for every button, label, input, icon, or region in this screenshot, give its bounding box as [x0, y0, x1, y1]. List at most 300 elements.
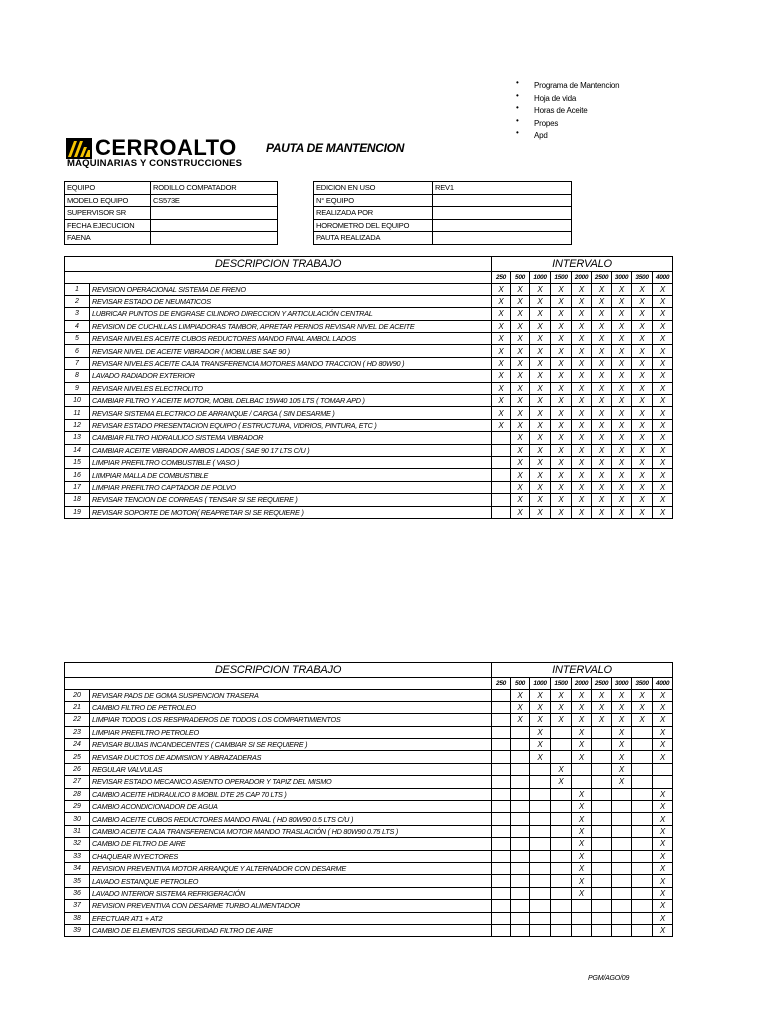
info-value[interactable]: RODILLO COMPATADOR	[151, 182, 278, 195]
interval-mark[interactable]	[530, 912, 551, 924]
interval-mark[interactable]: X	[632, 714, 653, 726]
interval-mark[interactable]: X	[592, 295, 612, 307]
info-value[interactable]	[433, 194, 572, 207]
interval-mark[interactable]: X	[653, 283, 673, 295]
interval-mark[interactable]	[551, 875, 572, 887]
interval-mark[interactable]	[492, 763, 511, 775]
interval-mark[interactable]	[530, 838, 551, 850]
interval-mark[interactable]	[572, 924, 592, 936]
interval-mark[interactable]	[530, 813, 551, 825]
interval-mark[interactable]: X	[612, 714, 632, 726]
interval-mark[interactable]: X	[511, 333, 530, 345]
interval-mark[interactable]: X	[632, 357, 653, 369]
interval-mark[interactable]	[511, 900, 530, 912]
interval-mark[interactable]: X	[572, 838, 592, 850]
interval-mark[interactable]: X	[653, 295, 673, 307]
interval-mark[interactable]: X	[572, 283, 592, 295]
interval-mark[interactable]: X	[530, 481, 551, 493]
interval-mark[interactable]	[511, 862, 530, 874]
interval-mark[interactable]: X	[612, 395, 632, 407]
interval-mark[interactable]	[632, 801, 653, 813]
interval-mark[interactable]	[511, 924, 530, 936]
interval-mark[interactable]: X	[612, 469, 632, 481]
info-value[interactable]	[433, 207, 572, 220]
interval-mark[interactable]: X	[592, 432, 612, 444]
interval-mark[interactable]: X	[612, 357, 632, 369]
interval-mark[interactable]: X	[653, 407, 673, 419]
interval-mark[interactable]	[612, 838, 632, 850]
interval-mark[interactable]: X	[511, 283, 530, 295]
interval-mark[interactable]: X	[592, 469, 612, 481]
interval-mark[interactable]: X	[572, 481, 592, 493]
interval-mark[interactable]: X	[653, 481, 673, 493]
interval-mark[interactable]: X	[530, 456, 551, 468]
interval-mark[interactable]	[592, 763, 612, 775]
interval-mark[interactable]	[592, 912, 612, 924]
interval-mark[interactable]: X	[572, 801, 592, 813]
interval-mark[interactable]: X	[511, 295, 530, 307]
interval-mark[interactable]: X	[612, 295, 632, 307]
interval-mark[interactable]	[632, 887, 653, 899]
interval-mark[interactable]: X	[530, 382, 551, 394]
interval-mark[interactable]: X	[592, 357, 612, 369]
interval-mark[interactable]: X	[592, 444, 612, 456]
interval-mark[interactable]: X	[492, 370, 511, 382]
info-value[interactable]	[151, 219, 278, 232]
interval-mark[interactable]	[612, 912, 632, 924]
interval-mark[interactable]: X	[530, 357, 551, 369]
interval-mark[interactable]: X	[653, 813, 673, 825]
interval-mark[interactable]: X	[492, 333, 511, 345]
interval-mark[interactable]: X	[653, 506, 673, 518]
interval-mark[interactable]	[592, 813, 612, 825]
interval-mark[interactable]: X	[653, 357, 673, 369]
interval-mark[interactable]: X	[632, 481, 653, 493]
interval-mark[interactable]: X	[530, 295, 551, 307]
interval-mark[interactable]: X	[612, 739, 632, 751]
interval-mark[interactable]: X	[612, 407, 632, 419]
interval-mark[interactable]: X	[572, 308, 592, 320]
interval-mark[interactable]: X	[653, 850, 673, 862]
interval-mark[interactable]	[551, 788, 572, 800]
interval-mark[interactable]: X	[572, 739, 592, 751]
interval-mark[interactable]: X	[632, 320, 653, 332]
interval-mark[interactable]: X	[551, 469, 572, 481]
interval-mark[interactable]: X	[653, 900, 673, 912]
interval-mark[interactable]: X	[612, 701, 632, 713]
interval-mark[interactable]: X	[572, 370, 592, 382]
interval-mark[interactable]: X	[632, 444, 653, 456]
interval-mark[interactable]	[492, 506, 511, 518]
interval-mark[interactable]: X	[653, 320, 673, 332]
interval-mark[interactable]: X	[632, 689, 653, 701]
interval-mark[interactable]	[530, 924, 551, 936]
interval-mark[interactable]	[551, 838, 572, 850]
interval-mark[interactable]: X	[632, 469, 653, 481]
interval-mark[interactable]	[492, 813, 511, 825]
interval-mark[interactable]: X	[530, 419, 551, 431]
interval-mark[interactable]	[632, 763, 653, 775]
interval-mark[interactable]: X	[612, 333, 632, 345]
interval-mark[interactable]	[572, 776, 592, 788]
interval-mark[interactable]: X	[653, 345, 673, 357]
interval-mark[interactable]: X	[530, 283, 551, 295]
interval-mark[interactable]: X	[551, 345, 572, 357]
interval-mark[interactable]: X	[530, 751, 551, 763]
interval-mark[interactable]: X	[592, 308, 612, 320]
interval-mark[interactable]	[592, 739, 612, 751]
interval-mark[interactable]: X	[572, 419, 592, 431]
interval-mark[interactable]: X	[592, 407, 612, 419]
interval-mark[interactable]: X	[632, 295, 653, 307]
interval-mark[interactable]: X	[492, 382, 511, 394]
interval-mark[interactable]: X	[492, 320, 511, 332]
interval-mark[interactable]	[632, 924, 653, 936]
interval-mark[interactable]	[612, 825, 632, 837]
interval-mark[interactable]	[530, 788, 551, 800]
interval-mark[interactable]: X	[612, 382, 632, 394]
interval-mark[interactable]	[551, 850, 572, 862]
interval-mark[interactable]: X	[551, 382, 572, 394]
interval-mark[interactable]	[551, 862, 572, 874]
interval-mark[interactable]: X	[511, 432, 530, 444]
interval-mark[interactable]: X	[653, 419, 673, 431]
interval-mark[interactable]	[592, 900, 612, 912]
info-value[interactable]	[151, 207, 278, 220]
interval-mark[interactable]	[511, 887, 530, 899]
interval-mark[interactable]: X	[551, 432, 572, 444]
info-value[interactable]	[433, 232, 572, 245]
interval-mark[interactable]	[530, 850, 551, 862]
interval-mark[interactable]	[551, 912, 572, 924]
interval-mark[interactable]: X	[551, 357, 572, 369]
interval-mark[interactable]	[653, 776, 673, 788]
interval-mark[interactable]: X	[653, 689, 673, 701]
interval-mark[interactable]: X	[653, 912, 673, 924]
info-value[interactable]	[151, 232, 278, 245]
interval-mark[interactable]	[592, 862, 612, 874]
interval-mark[interactable]	[492, 850, 511, 862]
interval-mark[interactable]: X	[592, 689, 612, 701]
interval-mark[interactable]	[530, 801, 551, 813]
interval-mark[interactable]: X	[572, 494, 592, 506]
interval-mark[interactable]	[511, 726, 530, 738]
interval-mark[interactable]: X	[572, 345, 592, 357]
interval-mark[interactable]: X	[551, 395, 572, 407]
interval-mark[interactable]	[551, 739, 572, 751]
interval-mark[interactable]	[592, 825, 612, 837]
interval-mark[interactable]: X	[572, 875, 592, 887]
interval-mark[interactable]: X	[551, 701, 572, 713]
interval-mark[interactable]: X	[653, 308, 673, 320]
interval-mark[interactable]: X	[572, 726, 592, 738]
interval-mark[interactable]: X	[653, 788, 673, 800]
interval-mark[interactable]	[511, 875, 530, 887]
interval-mark[interactable]: X	[572, 432, 592, 444]
interval-mark[interactable]: X	[612, 432, 632, 444]
interval-mark[interactable]: X	[530, 506, 551, 518]
interval-mark[interactable]	[592, 875, 612, 887]
interval-mark[interactable]: X	[551, 444, 572, 456]
interval-mark[interactable]: X	[612, 345, 632, 357]
interval-mark[interactable]	[511, 813, 530, 825]
interval-mark[interactable]: X	[530, 370, 551, 382]
interval-mark[interactable]	[612, 813, 632, 825]
interval-mark[interactable]: X	[511, 469, 530, 481]
interval-mark[interactable]	[492, 714, 511, 726]
interval-mark[interactable]	[511, 776, 530, 788]
interval-mark[interactable]: X	[511, 481, 530, 493]
interval-mark[interactable]: X	[530, 345, 551, 357]
interval-mark[interactable]	[492, 862, 511, 874]
interval-mark[interactable]: X	[653, 739, 673, 751]
interval-mark[interactable]: X	[511, 357, 530, 369]
interval-mark[interactable]: X	[492, 419, 511, 431]
interval-mark[interactable]	[592, 776, 612, 788]
interval-mark[interactable]: X	[632, 701, 653, 713]
interval-mark[interactable]: X	[592, 419, 612, 431]
interval-mark[interactable]	[492, 825, 511, 837]
interval-mark[interactable]: X	[632, 308, 653, 320]
interval-mark[interactable]	[612, 801, 632, 813]
interval-mark[interactable]: X	[653, 825, 673, 837]
interval-mark[interactable]	[492, 875, 511, 887]
interval-mark[interactable]: X	[530, 333, 551, 345]
interval-mark[interactable]	[632, 900, 653, 912]
interval-mark[interactable]	[592, 751, 612, 763]
interval-mark[interactable]	[612, 924, 632, 936]
interval-mark[interactable]	[551, 801, 572, 813]
interval-mark[interactable]: X	[653, 862, 673, 874]
interval-mark[interactable]: X	[572, 714, 592, 726]
interval-mark[interactable]: X	[612, 320, 632, 332]
interval-mark[interactable]: X	[572, 862, 592, 874]
interval-mark[interactable]: X	[492, 283, 511, 295]
interval-mark[interactable]	[572, 900, 592, 912]
interval-mark[interactable]: X	[572, 887, 592, 899]
interval-mark[interactable]: X	[551, 506, 572, 518]
interval-mark[interactable]: X	[653, 887, 673, 899]
interval-mark[interactable]	[592, 887, 612, 899]
interval-mark[interactable]: X	[632, 382, 653, 394]
interval-mark[interactable]: X	[511, 320, 530, 332]
interval-mark[interactable]: X	[551, 689, 572, 701]
interval-mark[interactable]	[530, 900, 551, 912]
interval-mark[interactable]: X	[653, 333, 673, 345]
interval-mark[interactable]: X	[592, 494, 612, 506]
interval-mark[interactable]	[492, 801, 511, 813]
interval-mark[interactable]	[511, 850, 530, 862]
interval-mark[interactable]	[530, 862, 551, 874]
interval-mark[interactable]	[530, 776, 551, 788]
interval-mark[interactable]: X	[612, 419, 632, 431]
interval-mark[interactable]: X	[612, 481, 632, 493]
interval-mark[interactable]: X	[653, 701, 673, 713]
info-value[interactable]	[433, 219, 572, 232]
interval-mark[interactable]	[632, 825, 653, 837]
interval-mark[interactable]: X	[551, 320, 572, 332]
interval-mark[interactable]	[511, 788, 530, 800]
interval-mark[interactable]: X	[530, 432, 551, 444]
interval-mark[interactable]	[592, 850, 612, 862]
interval-mark[interactable]: X	[572, 444, 592, 456]
interval-mark[interactable]	[492, 494, 511, 506]
interval-mark[interactable]	[592, 924, 612, 936]
interval-mark[interactable]: X	[551, 714, 572, 726]
interval-mark[interactable]	[492, 689, 511, 701]
interval-mark[interactable]: X	[612, 763, 632, 775]
interval-mark[interactable]: X	[653, 751, 673, 763]
interval-mark[interactable]	[632, 788, 653, 800]
interval-mark[interactable]: X	[530, 494, 551, 506]
interval-mark[interactable]: X	[572, 295, 592, 307]
interval-mark[interactable]: X	[511, 308, 530, 320]
interval-mark[interactable]: X	[530, 739, 551, 751]
interval-mark[interactable]	[572, 763, 592, 775]
interval-mark[interactable]: X	[511, 382, 530, 394]
interval-mark[interactable]: X	[572, 456, 592, 468]
interval-mark[interactable]: X	[551, 776, 572, 788]
interval-mark[interactable]: X	[530, 726, 551, 738]
interval-mark[interactable]	[551, 751, 572, 763]
interval-mark[interactable]: X	[592, 370, 612, 382]
interval-mark[interactable]	[612, 850, 632, 862]
interval-mark[interactable]: X	[653, 370, 673, 382]
interval-mark[interactable]	[592, 801, 612, 813]
interval-mark[interactable]: X	[572, 850, 592, 862]
interval-mark[interactable]: X	[612, 456, 632, 468]
interval-mark[interactable]	[551, 726, 572, 738]
interval-mark[interactable]	[530, 763, 551, 775]
interval-mark[interactable]: X	[592, 345, 612, 357]
interval-mark[interactable]: X	[572, 357, 592, 369]
interval-mark[interactable]: X	[653, 875, 673, 887]
info-value[interactable]: REV1	[433, 182, 572, 195]
interval-mark[interactable]: X	[530, 469, 551, 481]
interval-mark[interactable]	[551, 900, 572, 912]
interval-mark[interactable]	[592, 726, 612, 738]
interval-mark[interactable]: X	[572, 701, 592, 713]
interval-mark[interactable]: X	[612, 494, 632, 506]
interval-mark[interactable]	[511, 838, 530, 850]
interval-mark[interactable]: X	[551, 407, 572, 419]
interval-mark[interactable]	[551, 887, 572, 899]
interval-mark[interactable]: X	[551, 283, 572, 295]
interval-mark[interactable]	[612, 788, 632, 800]
interval-mark[interactable]	[612, 875, 632, 887]
interval-mark[interactable]	[492, 887, 511, 899]
interval-mark[interactable]	[492, 788, 511, 800]
interval-mark[interactable]	[653, 763, 673, 775]
interval-mark[interactable]: X	[592, 456, 612, 468]
interval-mark[interactable]	[492, 726, 511, 738]
interval-mark[interactable]: X	[612, 444, 632, 456]
interval-mark[interactable]: X	[492, 357, 511, 369]
interval-mark[interactable]: X	[511, 370, 530, 382]
interval-mark[interactable]	[632, 813, 653, 825]
interval-mark[interactable]: X	[653, 714, 673, 726]
interval-mark[interactable]: X	[530, 689, 551, 701]
interval-mark[interactable]: X	[572, 407, 592, 419]
interval-mark[interactable]: X	[612, 689, 632, 701]
interval-mark[interactable]: X	[530, 308, 551, 320]
interval-mark[interactable]: X	[551, 763, 572, 775]
interval-mark[interactable]: X	[572, 825, 592, 837]
interval-mark[interactable]: X	[492, 395, 511, 407]
interval-mark[interactable]	[492, 751, 511, 763]
interval-mark[interactable]: X	[653, 726, 673, 738]
interval-mark[interactable]: X	[530, 444, 551, 456]
interval-mark[interactable]	[492, 444, 511, 456]
interval-mark[interactable]	[612, 862, 632, 874]
interval-mark[interactable]: X	[551, 419, 572, 431]
interval-mark[interactable]: X	[592, 320, 612, 332]
interval-mark[interactable]: X	[632, 506, 653, 518]
interval-mark[interactable]: X	[632, 370, 653, 382]
interval-mark[interactable]: X	[551, 456, 572, 468]
interval-mark[interactable]: X	[511, 456, 530, 468]
interval-mark[interactable]	[492, 924, 511, 936]
interval-mark[interactable]	[511, 912, 530, 924]
interval-mark[interactable]	[551, 825, 572, 837]
info-value[interactable]: CS573E	[151, 194, 278, 207]
interval-mark[interactable]: X	[632, 456, 653, 468]
interval-mark[interactable]	[511, 739, 530, 751]
interval-mark[interactable]: X	[511, 444, 530, 456]
interval-mark[interactable]: X	[511, 701, 530, 713]
interval-mark[interactable]: X	[632, 432, 653, 444]
interval-mark[interactable]	[511, 825, 530, 837]
interval-mark[interactable]: X	[632, 407, 653, 419]
interval-mark[interactable]	[530, 887, 551, 899]
interval-mark[interactable]: X	[492, 295, 511, 307]
interval-mark[interactable]: X	[530, 714, 551, 726]
interval-mark[interactable]: X	[530, 320, 551, 332]
interval-mark[interactable]: X	[612, 751, 632, 763]
interval-mark[interactable]	[492, 701, 511, 713]
interval-mark[interactable]	[632, 838, 653, 850]
interval-mark[interactable]: X	[592, 333, 612, 345]
interval-mark[interactable]: X	[511, 395, 530, 407]
interval-mark[interactable]: X	[653, 494, 673, 506]
interval-mark[interactable]: X	[551, 333, 572, 345]
interval-mark[interactable]: X	[511, 714, 530, 726]
interval-mark[interactable]	[492, 900, 511, 912]
interval-mark[interactable]	[530, 825, 551, 837]
interval-mark[interactable]	[632, 739, 653, 751]
interval-mark[interactable]: X	[653, 382, 673, 394]
interval-mark[interactable]: X	[511, 345, 530, 357]
interval-mark[interactable]: X	[511, 494, 530, 506]
interval-mark[interactable]: X	[572, 469, 592, 481]
interval-mark[interactable]: X	[592, 701, 612, 713]
interval-mark[interactable]: X	[653, 469, 673, 481]
interval-mark[interactable]	[632, 751, 653, 763]
interval-mark[interactable]	[492, 469, 511, 481]
interval-mark[interactable]: X	[511, 407, 530, 419]
interval-mark[interactable]: X	[632, 345, 653, 357]
interval-mark[interactable]: X	[632, 494, 653, 506]
interval-mark[interactable]: X	[592, 506, 612, 518]
interval-mark[interactable]	[530, 875, 551, 887]
interval-mark[interactable]: X	[511, 419, 530, 431]
interval-mark[interactable]: X	[551, 370, 572, 382]
interval-mark[interactable]: X	[572, 506, 592, 518]
interval-mark[interactable]: X	[653, 924, 673, 936]
interval-mark[interactable]: X	[612, 370, 632, 382]
interval-mark[interactable]: X	[592, 481, 612, 493]
interval-mark[interactable]: X	[492, 407, 511, 419]
